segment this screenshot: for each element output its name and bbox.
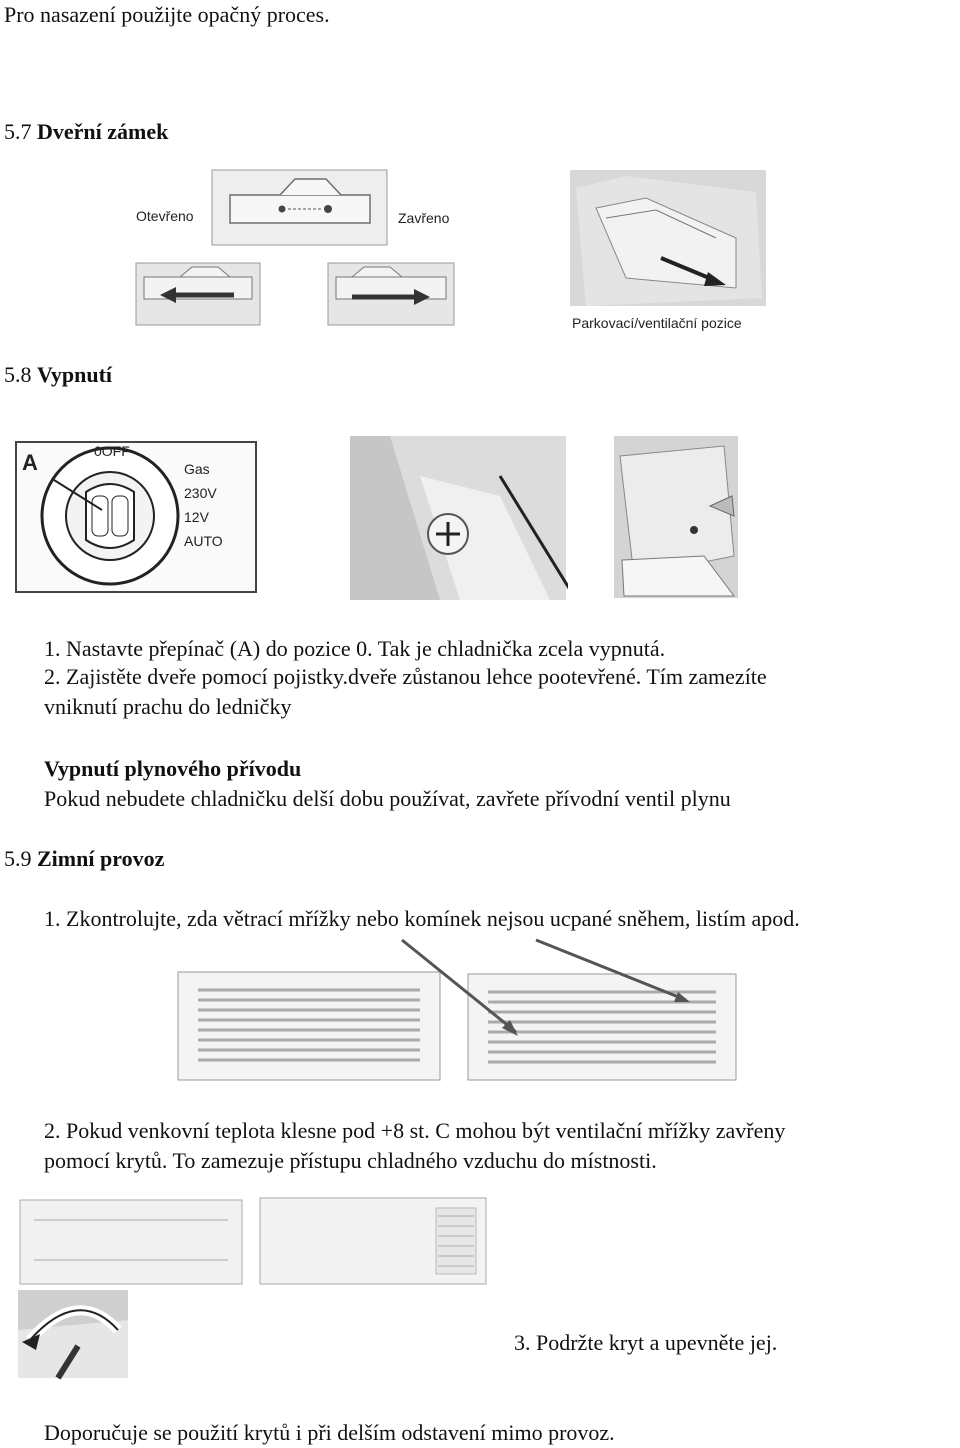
switch-option-gas: Gas xyxy=(184,461,210,477)
switch-marker-label: A xyxy=(22,450,38,475)
step-2-text-line-2: vniknutí prachu do ledničky xyxy=(44,694,292,719)
cover-removal-figure xyxy=(18,1290,130,1380)
label-open: Otevřeno xyxy=(136,208,194,224)
winter-step-2-line-2: pomocí krytů. To zamezuje přístupu chladného vzduchu do místnosti. xyxy=(44,1148,657,1173)
section-5-9-heading xyxy=(4,844,164,874)
parking-position-figure xyxy=(566,168,771,338)
section-5-8-heading xyxy=(4,360,112,390)
winter-step-1-text: 1. Zkontrolujte, zda větrací mřížky nebo komínek nejsou ucpané sněhem, listím apod. xyxy=(44,906,800,931)
grille-covers-figure xyxy=(18,1196,488,1288)
switch-off-label: 0OFF xyxy=(94,443,130,459)
section-number: 5.9 xyxy=(4,846,32,871)
switch-figure xyxy=(14,430,264,600)
label-closed: Zavřeno xyxy=(398,210,450,226)
section-title: Zimní provoz xyxy=(37,846,165,871)
gas-shutoff-heading: Vypnutí plynového přívodu xyxy=(44,756,302,781)
section-title: Dveřní zámek xyxy=(37,119,169,144)
step-2-text-line-1: 2. Zajistěte dveře pomocí pojistky.dveře zůstanou lehce pootevřené. Tím zamezíte xyxy=(44,664,767,689)
switch-option-12v: 12V xyxy=(184,509,209,525)
intro-text: Pro nasazení použijte opačný proces. xyxy=(4,2,330,27)
label-parking: Parkovací/ventilační pozice xyxy=(572,315,742,331)
switch-option-auto: AUTO xyxy=(184,533,223,549)
section-title: Vypnutí xyxy=(37,362,113,387)
section-number: 5.7 xyxy=(4,119,32,144)
section-5-7-heading xyxy=(4,117,168,147)
ventilation-grilles-figure xyxy=(176,932,740,1084)
door-catch-screw-figure xyxy=(350,436,568,602)
lock-bracket-figure xyxy=(614,436,740,600)
gas-shutoff-text: Pokud nebudete chladničku delší dobu používat, zavřete přívodní ventil plynu xyxy=(44,786,731,811)
grille-left xyxy=(178,972,440,1080)
door-lock-figure xyxy=(130,165,470,330)
step-1-text: 1. Nastavte přepínač (A) do pozice 0. Tak je chladnička zcela vypnutá. xyxy=(44,636,666,661)
cover-left xyxy=(20,1200,242,1284)
winter-step-2-line-1: 2. Pokud venkovní teplota klesne pod +8 st. C mohou být ventilační mřížky zavřeny xyxy=(44,1118,786,1143)
section-number: 5.8 xyxy=(4,362,32,387)
switch-option-230v: 230V xyxy=(184,485,217,501)
winter-step-3-text: 3. Podržte kryt a upevněte jej. xyxy=(514,1330,778,1355)
final-recommendation-text: Doporučuje se použití krytů i při delším odstavení mimo provoz. xyxy=(44,1420,615,1445)
